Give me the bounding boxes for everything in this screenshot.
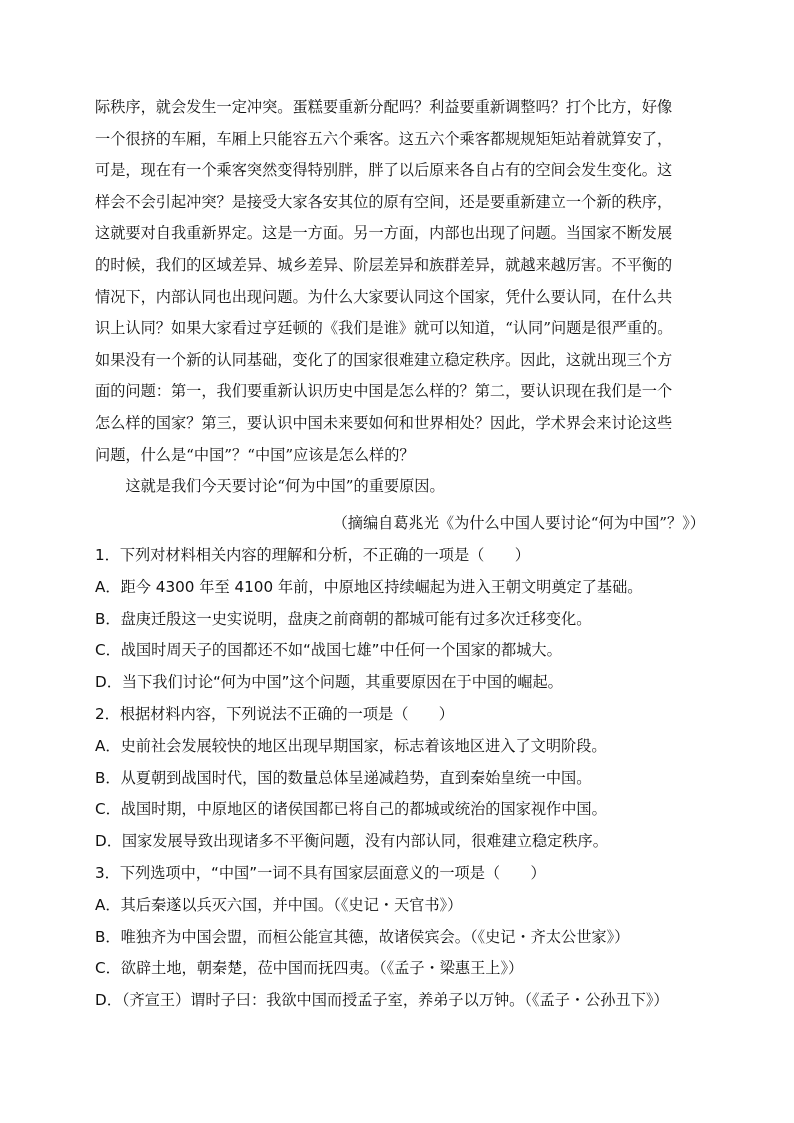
passage-line: 识上认同？如果大家看过亨廷顿的《我们是谁》就可以知道，“认同”问题是很严重的。 xyxy=(95,319,673,338)
question-list xyxy=(95,540,735,1017)
passage-line: 怎么样的国家？第三，要认识中国未来要如何和世界相处？因此，学术界会来讨论这些 xyxy=(95,413,673,432)
option-c: C．欲辟土地，朝秦楚，莅中国而抚四夷。（《孟子・梁惠王上》） xyxy=(95,959,524,978)
passage-line: 问题，什么是“中国”？“中国”应该是怎么样的？ xyxy=(95,445,415,464)
passage-line: 的时候，我们的区域差异、城乡差异、阶层差异和族群差异，就越来越厉害。不平衡的 xyxy=(95,255,673,274)
passage-line: 样会不会引起冲突？是接受大家各安其位的原有空间，还是要重新建立一个新的秩序， xyxy=(95,192,673,211)
option-b: B．从夏朝到战国时代，国的数量总体呈递减趋势，直到秦始皇统一中国。 xyxy=(95,768,592,787)
option-b: B．唯独齐为中国会盟，而桓公能宣其德，故诸侯宾会。（《史记・齐太公世家》） xyxy=(95,927,630,946)
option-d: D．国家发展导致出现诸多不平衡问题，没有内部认同，很难建立稳定秩序。 xyxy=(95,832,608,851)
passage-line: 这就要对自我重新界定。这是一方面。另一方面，内部也出现了问题。当国家不断发展 xyxy=(95,224,673,243)
question-stem: 3．下列选项中，“中国”一词不具有国家层面意义的一项是（ ） xyxy=(95,863,546,882)
option-a: A．其后秦遂以兵灭六国，并中国。（《史记・天官书》） xyxy=(95,895,463,914)
option-c: C．战国时周天子的国都还不如“战国七雄”中任何一个国家的都城大。 xyxy=(95,641,562,660)
option-b: B．盘庚迁殷这一史实说明，盘庚之前商朝的都城可能有过多次迁移变化。 xyxy=(95,609,592,628)
question-1 xyxy=(95,540,735,699)
question-stem: 2．根据材料内容，下列说法不正确的一项是（ ） xyxy=(95,704,454,723)
passage-line: 情况下，内部认同也出现问题。为什么大家要认同这个国家，凭什么要认同，在什么共 xyxy=(95,287,673,306)
passage-line: 一个很挤的车厢，车厢上只能容五六个乘客。这五六个乘客都规规矩矩站着就算安了， xyxy=(95,129,673,148)
passage xyxy=(95,92,705,503)
passage-line: 可是，现在有一个乘客突然变得特别胖，胖了以后原来各自占有的空间会发生变化。这 xyxy=(95,161,673,180)
option-a: A．史前社会发展较快的地区出现早期国家，标志着该地区进入了文明阶段。 xyxy=(95,736,607,755)
question-2 xyxy=(95,699,735,858)
question-3 xyxy=(95,858,735,1017)
option-d: D．（齐宣王）谓时子曰：我欲中国而授孟子室，养弟子以万钟。（《孟子・公孙丑下》） xyxy=(95,991,669,1010)
option-c: C．战国时期，中原地区的诸侯国都已将自己的都城或统治的国家视作中国。 xyxy=(95,800,607,819)
passage-line: 面的问题：第一，我们要重新认识历史中国是怎么样的？第二，要认识现在我们是一个 xyxy=(95,382,673,401)
passage-line: 如果没有一个新的认同基础，变化了的国家很难建立稳定秩序。因此，这就出现三个方 xyxy=(95,350,673,369)
passage-source: （摘编自葛兆光《为什么中国人要讨论“何为中国”？》） xyxy=(332,514,705,532)
option-a: A．距今 4300 年至 4100 年前，中原地区持续崛起为进入王朝文明奠定了基础。 xyxy=(95,577,643,596)
passage-closing: 这就是我们今天要讨论“何为中国”的重要原因。 xyxy=(125,477,445,496)
option-d: D．当下我们讨论“何为中国”这个问题，其重要原因在于中国的崛起。 xyxy=(95,673,563,692)
passage-line: 际秩序，就会发生一定冲突。蛋糕要重新分配吗？利益要重新调整吗？打个比方，好像 xyxy=(95,98,673,116)
question-stem: 1．下列对材料相关内容的理解和分析，不正确的一项是（ ） xyxy=(95,546,530,564)
